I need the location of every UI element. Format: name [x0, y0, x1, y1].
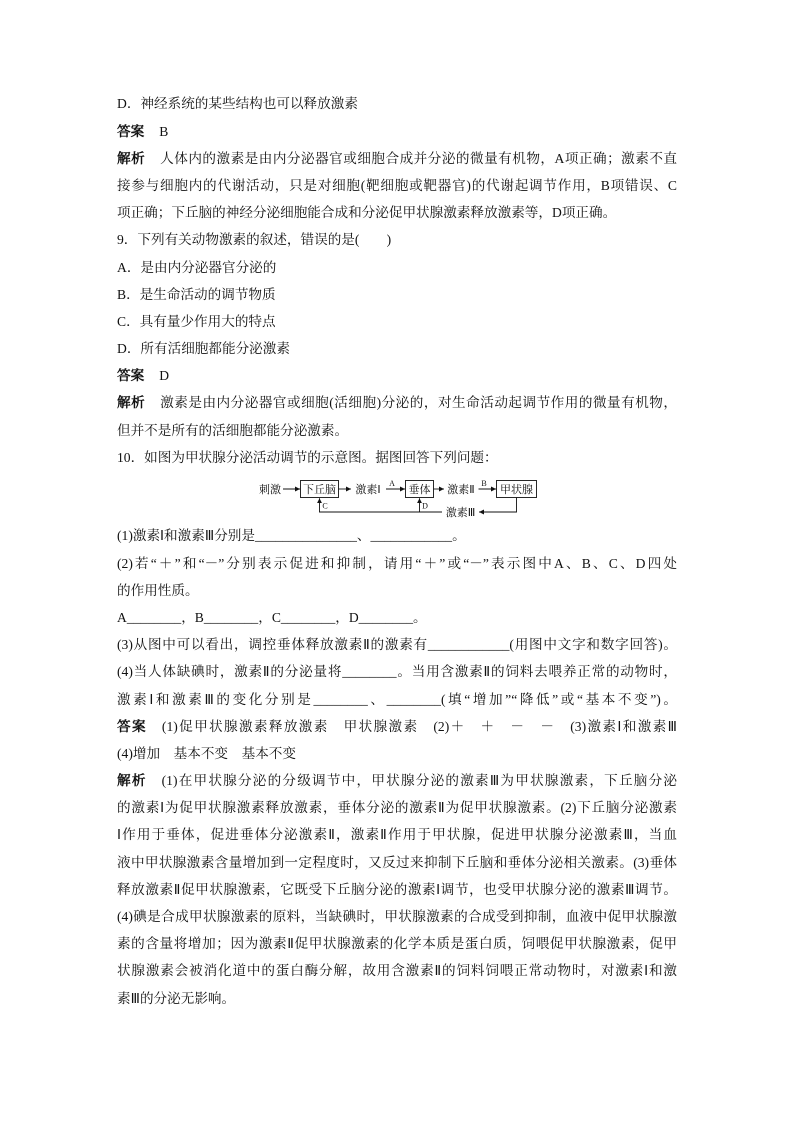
q9-option-b: B．是生命活动的调节物质: [117, 286, 276, 302]
hypothalamus-label: 下丘脑: [303, 484, 336, 496]
label-a: A: [389, 479, 395, 488]
q9-option-a: A．是由内分泌器官分泌的: [117, 259, 277, 275]
answer-label: 答案: [117, 123, 145, 140]
analysis-label: 解析: [117, 773, 147, 790]
q10-analysis-line-8: 状腺激素会被消化道中的蛋白酶分解，故用含激素Ⅱ的饲料饲喂正常动物时，对激素Ⅰ和激: [117, 963, 677, 979]
q10-analysis-line-1: [117, 767, 677, 794]
q10-subquestion-2-line-1: (2)若“＋”和“－”分别表示促进和抑制，请用“＋”或“－”表示图中A、B、C、D四处: [117, 555, 677, 571]
hormone-2-label: 激素Ⅱ: [447, 484, 475, 496]
feedback-arrow-from-thyroid: [479, 498, 517, 513]
q8-answer-line: [117, 118, 677, 145]
q9-option-d: D．所有活细胞都能分泌激素: [117, 341, 290, 357]
page-content-bottom: [117, 522, 677, 1011]
q10-analysis-line-7: 素的含量将增加；因为激素Ⅱ促甲状腺激素的化学本质是蛋白质，饲喂促甲状腺激素，促甲: [117, 936, 677, 952]
hormone-1-label: 激素Ⅰ: [355, 484, 381, 496]
q10-subquestion-2-line-2: 的作用性质。: [117, 582, 199, 598]
answer-label: 答案: [117, 368, 145, 385]
q8-analysis-line-3: 项正确；下丘脑的神经分泌细胞能合成和分泌促甲状腺激素释放激素等，D项正确。: [117, 205, 617, 221]
thyroid-regulation-diagram: [250, 474, 550, 522]
pituitary-label: 垂体: [408, 484, 431, 496]
q8-answer-value: B: [159, 123, 169, 139]
q10-subquestion-4-line-1: (4)当人体缺碘时，激素Ⅱ的分泌量将________。当用含激素Ⅱ的饲料去喂养正常的动物时，: [117, 664, 677, 680]
q10-subquestion-4-line-2: 激素Ⅰ和激素Ⅲ的变化分别是________、________(填“增加”“降低”或“基本不变”)。: [117, 691, 677, 707]
q10-stem: 10．如图为甲状腺分泌活动调节的示意图。据图回答下列问题：: [117, 449, 498, 465]
q10-subquestion-2-blanks: A________，B________，C________，D________。: [117, 609, 427, 625]
label-b: B: [481, 479, 487, 488]
q10-analysis-line-6: (4)碘是合成甲状腺激素的原料，当缺碘时，甲状腺激素的合成受到抑制，血液中促甲状腺激: [117, 909, 677, 925]
label-c: C: [322, 501, 328, 511]
q9-analysis-line-1: [117, 389, 677, 416]
hormone-3-label: 激素Ⅲ: [445, 507, 476, 519]
q10-analysis-line-4: 液中甲状腺激素含量增加到一定程度时，又反过来抑制下丘脑和垂体分泌相关激素。(3)垂体: [117, 854, 677, 870]
answer-label: 答案: [117, 718, 147, 735]
q9-analysis-line-2: 但并不是所有的活细胞都能分泌激素。: [117, 422, 349, 438]
q9-stem: 9．下列有关动物激素的叙述，错误的是( ): [117, 232, 392, 248]
q10-analysis-line-9: 素Ⅲ的分泌无影响。: [117, 990, 236, 1006]
q10-analysis-line-5: 释放激素Ⅱ促甲状腺激素，它既受下丘脑分泌的激素Ⅰ调节，也受甲状腺分泌的激素Ⅲ调节。: [117, 881, 677, 897]
thyroid-label: 甲状腺: [500, 484, 533, 496]
q9-option-c: C．具有量少作用大的特点: [117, 313, 276, 329]
q10-subquestion-1: (1)激素Ⅰ和激素Ⅲ分别是_______________、____________。: [117, 528, 466, 544]
stimulus-label: 刺激: [259, 484, 281, 496]
q9-answer-line: [117, 362, 677, 389]
q10-analysis-text-1: (1)在甲状腺分泌的分级调节中，甲状腺分泌的激素Ⅲ为甲状腺激素，下丘脑分泌: [161, 773, 677, 789]
page-content-top: [117, 90, 677, 471]
q8-analysis-line-2: 接参与细胞内的代谢活动，只是对细胞(靶细胞或靶器官)的代谢起调节作用，B项错误、C: [117, 177, 677, 193]
q10-analysis-line-3: Ⅰ作用于垂体，促进垂体分泌激素Ⅱ，激素Ⅱ作用于甲状腺，促进甲状腺分泌激素Ⅲ，当血: [117, 827, 677, 843]
analysis-label: 解析: [117, 395, 146, 412]
q8-option-d: D．神经系统的某些结构也可以释放激素: [117, 96, 358, 112]
analysis-label: 解析: [117, 150, 146, 167]
q8-analysis-text-1: 人体内的激素是由内分泌器官或细胞合成并分泌的微量有机物，A项正确；激素不直: [160, 150, 677, 166]
q10-analysis-line-2: 的激素Ⅰ为促甲状腺激素释放激素，垂体分泌的激素Ⅱ为促甲状腺激素。(2)下丘脑分泌激素: [117, 800, 677, 816]
q9-answer-value: D: [159, 368, 170, 384]
q10-subquestion-3: (3)从图中可以看出，调控垂体释放激素Ⅱ的激素有____________(用图中文字和数字回答)。: [117, 637, 677, 653]
q8-analysis-line-1: [117, 145, 677, 172]
q10-answer-text-1: (1)促甲状腺激素释放激素 甲状腺激素 (2)＋ ＋ － － (3)激素Ⅰ和激素Ⅲ: [161, 718, 678, 734]
q9-analysis-text-1: 激素是由内分泌器官或细胞(活细胞)分泌的，对生命活动起调节作用的微量有机物，: [160, 395, 677, 411]
label-d: D: [422, 501, 428, 511]
q10-answer-line-2: (4)增加 基本不变 基本不变: [117, 745, 296, 761]
q10-answer-line-1: [117, 713, 677, 740]
